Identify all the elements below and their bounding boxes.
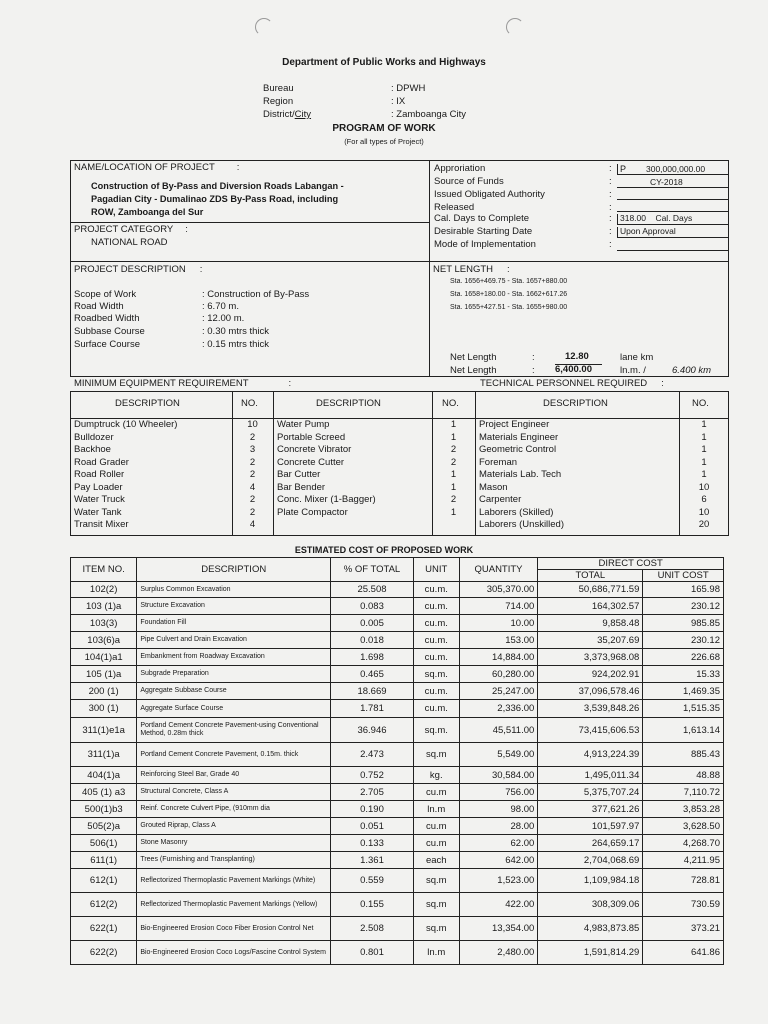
cost-percent: 0.083 (331, 598, 414, 615)
cost-description: Grouted Riprap, Class A (137, 818, 331, 835)
equipment-row (70, 419, 273, 432)
equipment-desc: Bar Bender (277, 481, 326, 493)
cost-description: Bio-Engineered Erosion Coco Logs/Fascine Control System (137, 941, 331, 965)
cost-unit-cost: 885.43 (643, 743, 724, 767)
equipment-count: 10 (698, 506, 710, 518)
cost-quantity: 756.00 (459, 784, 538, 801)
cost-item-no: 622(2) (71, 941, 137, 965)
cost-percent: 18.669 (331, 683, 414, 700)
cost-header-total: TOTAL (538, 570, 643, 582)
cost-header-quantity: QUANTITY (459, 558, 538, 582)
cost-percent: 0.133 (331, 835, 414, 852)
cost-item-no: 311(1)a (71, 743, 137, 767)
cost-row (71, 801, 724, 818)
project-description-label: PROJECT DESCRIPTION : (74, 264, 203, 275)
equipment-row (475, 432, 729, 445)
project-name-line-3: ROW, Zamboanga del Sur (91, 207, 204, 217)
cost-row (71, 598, 724, 615)
project-name-line-2: Pagadian City - Dumalinao ZDS By-Pass Road, including (91, 194, 339, 204)
project-box-divider (429, 160, 430, 377)
project-category-label: PROJECT CATEGORY : (74, 224, 188, 235)
cost-header-item: ITEM NO. (71, 558, 137, 582)
station-2: Sta. 1658+180.00 - Sta. 1662+617.26 (450, 291, 568, 298)
cost-row (71, 649, 724, 666)
cost-unit: cu.m. (413, 683, 459, 700)
program-subtitle: (For all types of Project) (344, 137, 424, 146)
cost-percent: 0.005 (331, 615, 414, 632)
cost-description: Bio-Engineered Erosion Coco Fiber Erosion Control Net (137, 917, 331, 941)
cost-quantity: 305,370.00 (459, 582, 538, 598)
equipment-desc: Water Truck (74, 494, 125, 505)
cost-unit: kg. (413, 767, 459, 784)
equipment-desc: Mason (479, 481, 508, 493)
equipment-count: 1 (701, 456, 707, 468)
equipment-row (475, 494, 729, 507)
cost-description: Reinf. Concrete Culvert Pipe, (910mm dia (137, 801, 331, 818)
cost-unit: sq.m (413, 869, 459, 893)
cost-description: Pipe Culvert and Drain Excavation (137, 632, 331, 649)
tech-no-header: NO. (692, 398, 709, 409)
cost-unit: cu.m. (413, 615, 459, 632)
equipment-list-1 (70, 419, 273, 532)
cost-unit: cu.m. (413, 700, 459, 718)
cost-total: 377,621.26 (538, 801, 643, 818)
equipment-desc: Road Grader (74, 456, 129, 468)
net-length-lane-label: Net Length (450, 352, 497, 363)
cost-description: Reinforcing Steel Bar, Grade 40 (137, 767, 331, 784)
project-name-line-1: Construction of By-Pass and Diversion Roads Labangan - (91, 181, 344, 191)
equipment-count: 10 (247, 419, 258, 430)
cost-unit-cost: 1,613.14 (643, 718, 724, 743)
cost-description: Portland Cement Concrete Pavement-using Conventional Method, 0.28m thick (137, 718, 331, 743)
cost-title: ESTIMATED COST OF PROPOSED WORK (294, 545, 474, 555)
cost-percent: 0.190 (331, 801, 414, 818)
equipment-count: 2 (450, 494, 457, 505)
cost-percent: 1.361 (331, 852, 414, 869)
cost-quantity: 2,480.00 (459, 941, 538, 965)
cost-row (71, 869, 724, 893)
cost-description: Structure Excavation (137, 598, 331, 615)
cost-unit: each (413, 852, 459, 869)
cost-percent: 0.752 (331, 767, 414, 784)
project-category-value: NATIONAL ROAD (91, 237, 168, 248)
equipment-count: 1 (450, 469, 457, 480)
cost-unit: cu.m (413, 784, 459, 801)
cost-row (71, 818, 724, 835)
cost-quantity: 60,280.00 (459, 666, 538, 683)
cost-total: 73,415,606.53 (538, 718, 643, 743)
cost-unit-cost: 3,853.28 (643, 801, 724, 818)
equip-col2-desc-header: DESCRIPTION (316, 398, 381, 409)
equipment-count: 2 (249, 456, 256, 468)
cost-item-no: 405 (1) a3 (71, 784, 137, 801)
cost-quantity: 25,247.00 (459, 683, 538, 700)
cost-total: 37,096,578.46 (538, 683, 643, 700)
cost-description: Stone Masonry (137, 835, 331, 852)
equipment-count: 1 (450, 431, 457, 443)
cost-row (71, 700, 724, 718)
cost-description: Foundation Fill (137, 615, 331, 632)
cost-total: 264,659.17 (538, 835, 643, 852)
equipment-desc: Pay Loader (74, 481, 123, 493)
cost-quantity: 13,354.00 (459, 917, 538, 941)
document-page: Department of Public Works and Highways Bureau : DPWH Region : IX District/City : Zamboanga City PROGRAM OF WORK (For all types of Project) NAME/LOCATION OF PROJECT : Construction of By-Pass and Diversion Roads Labangan - Pagadian City - Dumalinao ZDS By-Pass Road, including ROW, Zamboanga del Sur PROJECT CATEGORY : NATIONAL ROAD Approriation Source of Funds Issued Obligated Authority Released Cal. Days to Complete Desirable Starting Date Mode of Implementation : : : : : : : P 300,000,000.00 CY-2018 318.00 Cal. Days Upon Approval PROJECT DESCRIPTION : Scope of Work : Construction of By-Pass Road Width : 6.70 m. Roadbed Width : 12.00 m. Subbase Course : 0.30 mtrs thick Surface Course : 0.15 mtrs thick NET LENGTH : Sta. 1656+469.75 - Sta. 1657+880.00 Sta. 1658+180.00 - Sta. 1662+617.26 Sta. 1655+427.51 - Sta. 1655+980.00 Net Length : 12.80 lane km Net Length : 6,400.00 ln.m. / 6.400 km MINIMUM EQUIPMENT REQUIREMENT : TECHNICAL PERSONNEL REQUIRED : DESCRIPTION NO. DESCRIPTION NO. DESCRIPTION NO. Dumptruck (10 Wheeler) 10 Bulldozer 2 Backhoe 3 Road Grader 2 Road Roller 2 Pay Loader 4 Water Truck 2 Water Tank 2 Transit Mixer 4 Water Pump 1 Portable Screed 1 Concrete Vibrator 2 Concrete Cutter 2 Bar Cutter 1 Bar Bender 1 Conc. Mixer (1-Bagger) 2 Plate Compactor 1 Project Engineer 1 Materials Engineer 1 Geometric Control 1 Foreman 1 Materials Lab. Tech 1 Mason 10 Carpenter 6 Laborers (Skilled) 10 Laborers (Unskilled) 20 ESTIMATED COST OF PROPOSED WORK ITEM NO. DESCRIPTION % OF TOTAL UNIT QUANTITY DIRECT COST TOTAL UNIT COST 102(2) Surplus Common Excavation 25.508 cu.m. 305,370.00 50,686,771.59 165.98 103 (1)a Structure Excavation 0.083 cu.m. 714.00 164,302.57 230.12 103(3) Foundation Fill 0.005 cu.m. 10.00 9,858.48 985.85 103(6)a Pipe Culvert and Drain Excavation 0.018 cu.m. 153.00 35,207.69 230.12 104(1)a1 Embankment from Roadway Excavation 1.698 cu.m. 14,884.00 3,373,968.08 226.68 105 (1)a Subgrade Preparation 0.465 sq.m. 60,280.00 924,202.91 15.33 200 (1) Aggregate Subbase Course 18.669 cu.m. 25,247.00 37,096,578.46 1,469.35 300 (1) Aggregate Surface Course 1.781 cu.m. 2,336.00 3,539,848.26 1,515.35 311(1)e1a Portland Cement Concrete Pavement-using Conventional Method, 0.28m thick 36.946 sq.m. 45,511.00 73,415,606.53 1,613.14 311(1)a Portland Cement Concrete Pavement, 0.15m. thick 2.473 sq.m 5,549.00 4,913,224.39 885.43 404(1)a Reinforcing Steel Bar, Grade 40 0.752 kg. 30,584.00 1,495,011.34 48.88 405 (1) a3 Structural Concrete, Class A 2.705 cu.m 756.00 5,375,707.24 7,110.72 500(1)b3 Reinf. Concrete Culvert Pipe, (910mm dia 0.190 ln.m 98.00 377,621.26 3,853.28 505(2)a Grouted Riprap, Class A 0.051 cu.m 28.00 101,597.97 3,628.50 506(1) Stone Masonry 0.133 cu.m 62.00 264,659.17 4,268.70 611(1) Trees (Furnishing and Transplanting) 1.361 each 642.00 2,704,068.69 4,211.95 612(1) Reflectorized Thermoplastic Pavement Markings (White) 0.559 sq.m 1,523.00 1,109,984.18 728.81 612(2) Reflectorized Thermoplastic Pavement Markings (Yellow) 0.155 sq.m 422.00 308,309.06 730.59 622(1) Bio-Engineered Erosion Coco Fiber Erosion Control Net 2.508 sq.m 13,354.00 4,983,873.85 373.21 622(2) Bio-Engineered Erosion Coco Logs/Fascine Control System 0.801 ln.m 2,480.00 1,591,814.29 641.86 (0, 0, 768, 1024)
cost-unit-cost: 4,211.95 (643, 852, 724, 869)
cost-item-no: 611(1) (71, 852, 137, 869)
cost-total: 101,597.97 (538, 818, 643, 835)
punch-hole-left (255, 18, 273, 36)
cost-quantity: 28.00 (459, 818, 538, 835)
cost-quantity: 153.00 (459, 632, 538, 649)
cost-unit-cost: 728.81 (643, 869, 724, 893)
equipment-desc: Geometric Control (479, 444, 557, 455)
equipment-desc: Road Roller (74, 469, 125, 480)
net-length-m-label: Net Length (450, 365, 497, 376)
cost-unit: sq.m (413, 893, 459, 917)
cost-total: 3,373,968.08 (538, 649, 643, 666)
cost-item-no: 500(1)b3 (71, 801, 137, 818)
cost-item-no: 102(2) (71, 582, 137, 598)
cost-item-no: 505(2)a (71, 818, 137, 835)
cost-item-no: 104(1)a1 (71, 649, 137, 666)
cost-total: 1,495,011.34 (538, 767, 643, 784)
punch-hole-right (506, 18, 524, 36)
equipment-row (70, 494, 273, 507)
cost-total: 164,302.57 (538, 598, 643, 615)
equipment-count: 6 (701, 494, 707, 505)
equipment-count: 4 (249, 481, 256, 493)
equipment-row (70, 444, 273, 457)
cost-total: 4,913,224.39 (538, 743, 643, 767)
cost-quantity: 422.00 (459, 893, 538, 917)
equipment-count: 2 (249, 494, 256, 505)
equipment-desc: Materials Engineer (479, 431, 559, 443)
equipment-desc: Plate Compactor (277, 506, 348, 518)
cost-quantity: 714.00 (459, 598, 538, 615)
cost-total: 2,704,068.69 (538, 852, 643, 869)
cost-unit: ln.m (413, 941, 459, 965)
cost-header-percent: % OF TOTAL (331, 558, 414, 582)
cost-unit-cost: 641.86 (643, 941, 724, 965)
net-length-km-handwritten: 6.400 km (672, 365, 712, 376)
cost-unit-cost: 730.59 (643, 893, 724, 917)
cost-item-no: 622(1) (71, 917, 137, 941)
equipment-count: 20 (698, 519, 710, 530)
equipment-count: 2 (450, 444, 457, 455)
equipment-count: 4 (249, 519, 256, 530)
cost-table (70, 557, 724, 965)
cost-percent: 0.051 (331, 818, 414, 835)
equipment-count: 10 (698, 481, 710, 493)
cost-quantity: 5,549.00 (459, 743, 538, 767)
equipment-title: MINIMUM EQUIPMENT REQUIREMENT : (74, 378, 292, 389)
cost-total: 5,375,707.24 (538, 784, 643, 801)
equipment-desc (273, 519, 432, 532)
cost-description: Portland Cement Concrete Pavement, 0.15m. thick (137, 743, 331, 767)
equipment-list-2 (273, 419, 475, 532)
cost-quantity: 45,511.00 (459, 718, 538, 743)
net-length-lane-value: 12.80 (565, 351, 589, 362)
cost-header-unit-cost: UNIT COST (643, 570, 724, 582)
cost-unit: cu.m (413, 835, 459, 852)
cost-unit: cu.m. (413, 598, 459, 615)
cost-header-description: DESCRIPTION (137, 558, 331, 582)
equipment-row (273, 519, 475, 532)
bureau-row: Bureau : DPWH (263, 83, 426, 94)
cost-percent: 0.801 (331, 941, 414, 965)
cost-row (71, 582, 724, 598)
equipment-count: 1 (701, 419, 707, 430)
equipment-count: 1 (701, 444, 707, 455)
cost-unit-cost: 4,268.70 (643, 835, 724, 852)
equipment-count: 1 (450, 481, 457, 493)
cost-header-direct-cost: DIRECT COST (538, 558, 724, 570)
cost-unit: sq.m (413, 917, 459, 941)
cost-row (71, 683, 724, 700)
cost-item-no: 103(6)a (71, 632, 137, 649)
cost-unit-cost: 3,628.50 (643, 818, 724, 835)
equipment-row (70, 432, 273, 445)
cost-percent: 2.705 (331, 784, 414, 801)
cost-description: Aggregate Subbase Course (137, 683, 331, 700)
station-1: Sta. 1656+469.75 - Sta. 1657+880.00 (450, 278, 568, 285)
region-row: Region : IX (263, 96, 406, 107)
equipment-row (273, 494, 475, 507)
equipment-desc: Portable Screed (277, 431, 346, 443)
equipment-count: 2 (249, 431, 256, 443)
name-location-label: NAME/LOCATION OF PROJECT : (74, 162, 240, 173)
cost-description: Trees (Furnishing and Transplanting) (137, 852, 331, 869)
cost-unit: sq.m. (413, 666, 459, 683)
cost-item-no: 612(1) (71, 869, 137, 893)
cost-unit: cu.m. (413, 582, 459, 598)
cost-percent: 0.155 (331, 893, 414, 917)
cost-percent: 2.508 (331, 917, 414, 941)
cost-row (71, 718, 724, 743)
equipment-row (70, 457, 273, 470)
equipment-row (475, 519, 729, 532)
equipment-row (475, 419, 729, 432)
cost-unit: cu.m. (413, 649, 459, 666)
equipment-row (273, 469, 475, 482)
cost-description: Reflectorized Thermoplastic Pavement Markings (Yellow) (137, 893, 331, 917)
cost-item-no: 103 (1)a (71, 598, 137, 615)
equipment-desc: Transit Mixer (74, 519, 129, 530)
equipment-desc: Carpenter (479, 494, 522, 505)
cost-row (71, 917, 724, 941)
cost-total: 4,983,873.85 (538, 917, 643, 941)
station-3: Sta. 1655+427.51 - Sta. 1655+980.00 (450, 304, 568, 311)
cost-unit: cu.m. (413, 632, 459, 649)
equipment-row (70, 507, 273, 520)
cost-description: Reflectorized Thermoplastic Pavement Markings (White) (137, 869, 331, 893)
department-title: Department of Public Works and Highways (282, 57, 486, 68)
equipment-count: 2 (450, 456, 457, 468)
equipment-count: 2 (249, 469, 256, 480)
equipment-row (273, 507, 475, 520)
equipment-row (475, 444, 729, 457)
cost-item-no: 311(1)e1a (71, 718, 137, 743)
equipment-desc: Bar Cutter (277, 469, 321, 480)
cost-unit-cost: 165.98 (643, 582, 724, 598)
cost-item-no: 103(3) (71, 615, 137, 632)
technical-personnel-list (475, 419, 729, 532)
cost-item-no: 612(2) (71, 893, 137, 917)
equipment-row (70, 519, 273, 532)
net-length-m-value: 6,400.00 (555, 364, 592, 375)
cost-description: Embankment from Roadway Excavation (137, 649, 331, 666)
cost-unit-cost: 373.21 (643, 917, 724, 941)
cost-total: 1,591,814.29 (538, 941, 643, 965)
cost-percent: 1.698 (331, 649, 414, 666)
cost-unit: sq.m. (413, 718, 459, 743)
cost-description: Subgrade Preparation (137, 666, 331, 683)
cost-quantity: 30,584.00 (459, 767, 538, 784)
equipment-row (70, 482, 273, 495)
tech-desc-header: DESCRIPTION (543, 398, 608, 409)
cost-description: Surplus Common Excavation (137, 582, 331, 598)
cost-unit-cost: 7,110.72 (643, 784, 724, 801)
cost-percent: 1.781 (331, 700, 414, 718)
cost-quantity: 10.00 (459, 615, 538, 632)
equipment-row (273, 432, 475, 445)
equipment-count: 1 (701, 469, 707, 480)
equipment-row (273, 482, 475, 495)
cost-header-unit: UNIT (413, 558, 459, 582)
equipment-desc: Concrete Cutter (277, 456, 345, 468)
cost-percent: 25.508 (331, 582, 414, 598)
equipment-row (475, 482, 729, 495)
cost-description: Aggregate Surface Course (137, 700, 331, 718)
cost-total: 35,207.69 (538, 632, 643, 649)
equipment-desc: Water Tank (74, 506, 122, 518)
equipment-desc: Foreman (479, 456, 518, 468)
cost-unit-cost: 15.33 (643, 666, 724, 683)
equipment-desc: Concrete Vibrator (277, 444, 352, 455)
cost-total: 3,539,848.26 (538, 700, 643, 718)
cost-total: 9,858.48 (538, 615, 643, 632)
cost-unit-cost: 226.68 (643, 649, 724, 666)
equip-col2-no-header: NO. (442, 398, 459, 409)
equipment-row (70, 469, 273, 482)
cost-row (71, 743, 724, 767)
cost-item-no: 506(1) (71, 835, 137, 852)
equipment-desc: Laborers (Skilled) (479, 506, 554, 518)
cost-row (71, 784, 724, 801)
equipment-row (475, 457, 729, 470)
cost-item-no: 300 (1) (71, 700, 137, 718)
district-row: District/City : Zamboanga City (263, 109, 466, 120)
equipment-row (475, 469, 729, 482)
cost-total: 924,202.91 (538, 666, 643, 683)
cost-unit-cost: 1,515.35 (643, 700, 724, 718)
cost-row (71, 893, 724, 917)
equipment-desc: Backhoe (74, 444, 111, 455)
equipment-desc: Water Pump (277, 419, 330, 430)
equip-col1-no-header: NO. (241, 398, 258, 409)
equipment-desc: Project Engineer (479, 419, 550, 430)
cost-total: 50,686,771.59 (538, 582, 643, 598)
cost-quantity: 98.00 (459, 801, 538, 818)
cost-percent: 0.018 (331, 632, 414, 649)
equipment-count: 3 (249, 444, 256, 455)
cost-quantity: 14,884.00 (459, 649, 538, 666)
equipment-desc: Materials Lab. Tech (479, 469, 562, 480)
cost-description: Structural Concrete, Class A (137, 784, 331, 801)
cost-unit-cost: 230.12 (643, 598, 724, 615)
cost-row (71, 632, 724, 649)
cost-quantity: 2,336.00 (459, 700, 538, 718)
cost-item-no: 105 (1)a (71, 666, 137, 683)
equipment-row (273, 457, 475, 470)
equipment-row (273, 419, 475, 432)
cost-unit: sq.m (413, 743, 459, 767)
equipment-count (432, 519, 475, 532)
cost-row (71, 835, 724, 852)
technical-personnel-title: TECHNICAL PERSONNEL REQUIRED : (480, 378, 664, 389)
cost-row (71, 767, 724, 784)
cost-percent: 0.465 (331, 666, 414, 683)
cost-quantity: 1,523.00 (459, 869, 538, 893)
equipment-count: 1 (701, 431, 707, 443)
cost-quantity: 642.00 (459, 852, 538, 869)
cost-row (71, 852, 724, 869)
cost-unit: ln.m (413, 801, 459, 818)
cost-row (71, 941, 724, 965)
equipment-desc: Dumptruck (10 Wheeler) (74, 419, 178, 430)
cost-unit-cost: 230.12 (643, 632, 724, 649)
cost-quantity: 62.00 (459, 835, 538, 852)
cost-unit-cost: 48.88 (643, 767, 724, 784)
cost-row (71, 615, 724, 632)
cost-unit-cost: 1,469.35 (643, 683, 724, 700)
cost-total: 308,309.06 (538, 893, 643, 917)
equipment-row (273, 444, 475, 457)
equipment-count: 1 (450, 419, 457, 430)
equipment-count: 2 (249, 506, 256, 518)
cost-item-no: 404(1)a (71, 767, 137, 784)
cost-percent: 2.473 (331, 743, 414, 767)
equipment-desc: Bulldozer (74, 431, 114, 443)
equipment-desc: Conc. Mixer (1-Bagger) (277, 494, 376, 505)
program-title: PROGRAM OF WORK (332, 123, 436, 134)
cost-percent: 0.559 (331, 869, 414, 893)
cost-row (71, 666, 724, 683)
net-length-label: NET LENGTH : (433, 264, 510, 275)
equip-col1-desc-header: DESCRIPTION (115, 398, 180, 409)
cost-total: 1,109,984.18 (538, 869, 643, 893)
equipment-count: 1 (450, 506, 457, 518)
equipment-desc: Laborers (Unskilled) (479, 519, 565, 530)
equipment-row (475, 507, 729, 520)
cost-percent: 36.946 (331, 718, 414, 743)
cost-unit-cost: 985.85 (643, 615, 724, 632)
cost-unit: cu.m (413, 818, 459, 835)
cost-item-no: 200 (1) (71, 683, 137, 700)
